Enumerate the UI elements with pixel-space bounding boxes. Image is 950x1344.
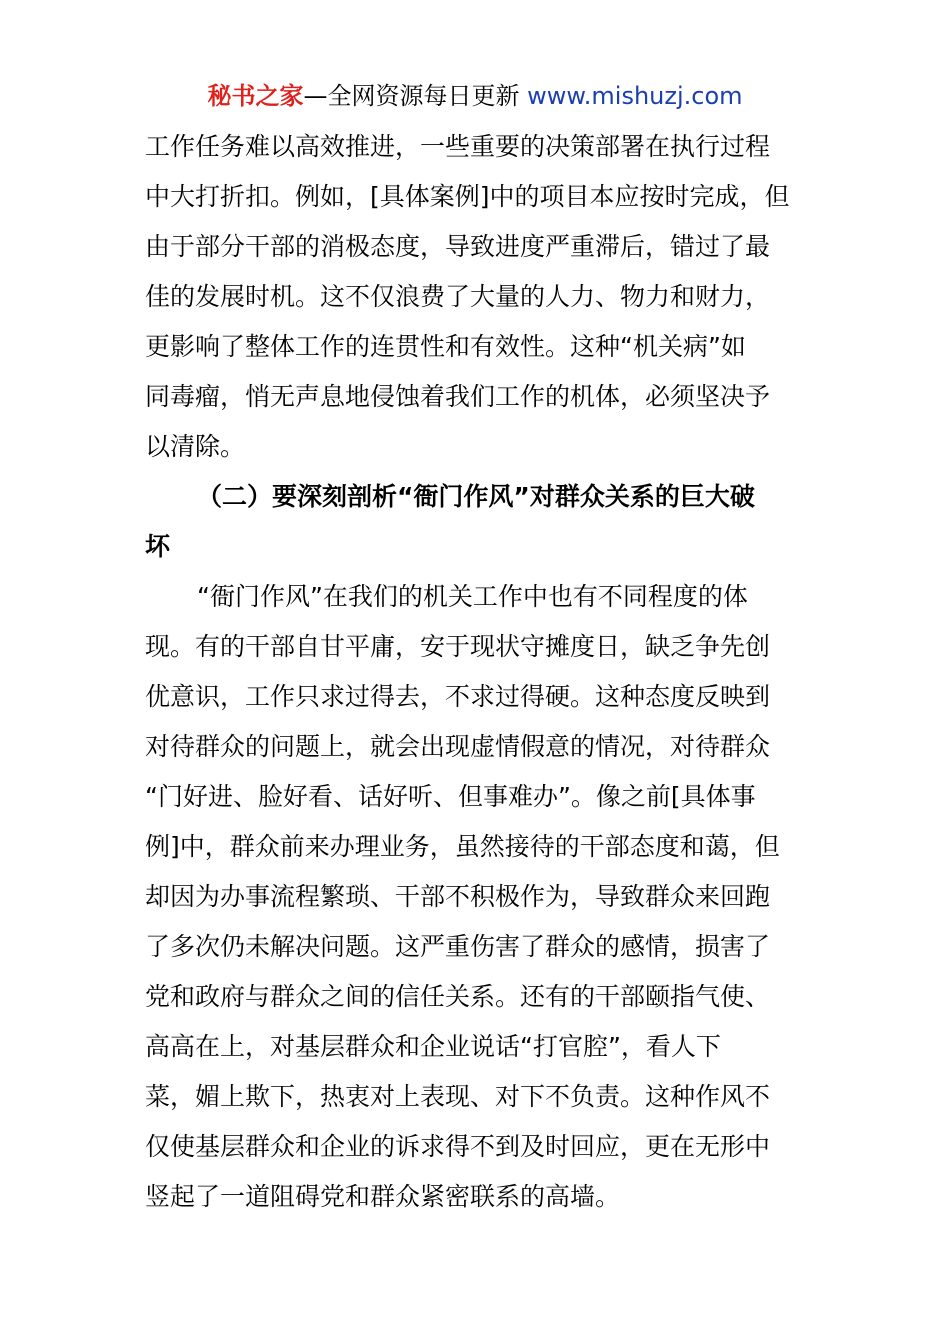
- text-line: 优意识，工作只求过得去，不求过得硬。这种态度反映到: [145, 682, 771, 711]
- paragraph-first-line: “衙门作风”在我们的机关工作中也有不同程度的体: [197, 582, 748, 611]
- text-line: “门好进、脸好看、话好听、但事难办”。像之前[具体事: [145, 782, 756, 811]
- text-line: 工作任务难以高效推进，一些重要的决策部署在执行过程: [145, 132, 771, 161]
- text-line: 菜，媚上欺下，热衷对上表现、对下不负责。这种作风不: [145, 1082, 771, 1111]
- text-line: 例]中，群众前来办理业务，虽然接待的干部态度和蔼，但: [145, 832, 780, 861]
- text-line: 却因为办事流程繁琐、干部不积极作为，导致群众来回跑: [145, 882, 771, 911]
- text-line: 更影响了整体工作的连贯性和有效性。这种“机关病”如: [145, 332, 746, 361]
- text-line: 由于部分干部的消极态度，导致进度严重滞后，错过了最: [145, 232, 771, 261]
- text-line: 了多次仍未解决问题。这严重伤害了群众的感情，损害了: [145, 932, 771, 961]
- document-body: [145, 122, 810, 1222]
- text-line: 佳的发展时机。这不仅浪费了大量的人力、物力和财力，: [145, 282, 771, 311]
- text-line: 对待群众的问题上，就会出现虚情假意的情况，对待群众: [145, 732, 771, 761]
- section-heading: （二）要深刻剖析“衙门作风”对群众关系的巨大破: [197, 482, 755, 511]
- text-line: 高高在上，对基层群众和企业说话“打官腔”，看人下: [145, 1032, 721, 1061]
- text-line: 党和政府与群众之间的信任关系。还有的干部颐指气使、: [145, 982, 771, 1011]
- section-heading-continued: 坏: [145, 532, 171, 561]
- page-header: [0, 78, 950, 114]
- header-url-link[interactable]: www.mishuzj.com: [527, 82, 743, 110]
- text-line: 现。有的干部自甘平庸，安于现状守摊度日，缺乏争先创: [145, 632, 771, 661]
- text-line: 以清除。: [145, 432, 246, 461]
- brand-name: 秘书之家: [207, 82, 304, 110]
- text-line: 竖起了一道阻碍党和群众紧密联系的高墙。: [145, 1182, 621, 1211]
- text-line: 同毒瘤，悄无声息地侵蚀着我们工作的机体，必须坚决予: [145, 382, 771, 411]
- text-line: 仅使基层群众和企业的诉求得不到及时回应，更在无形中: [145, 1132, 771, 1161]
- header-tagline: —全网资源每日更新: [303, 82, 520, 110]
- text-line: 中大打折扣。例如，[具体案例]中的项目本应按时完成，但: [145, 182, 790, 211]
